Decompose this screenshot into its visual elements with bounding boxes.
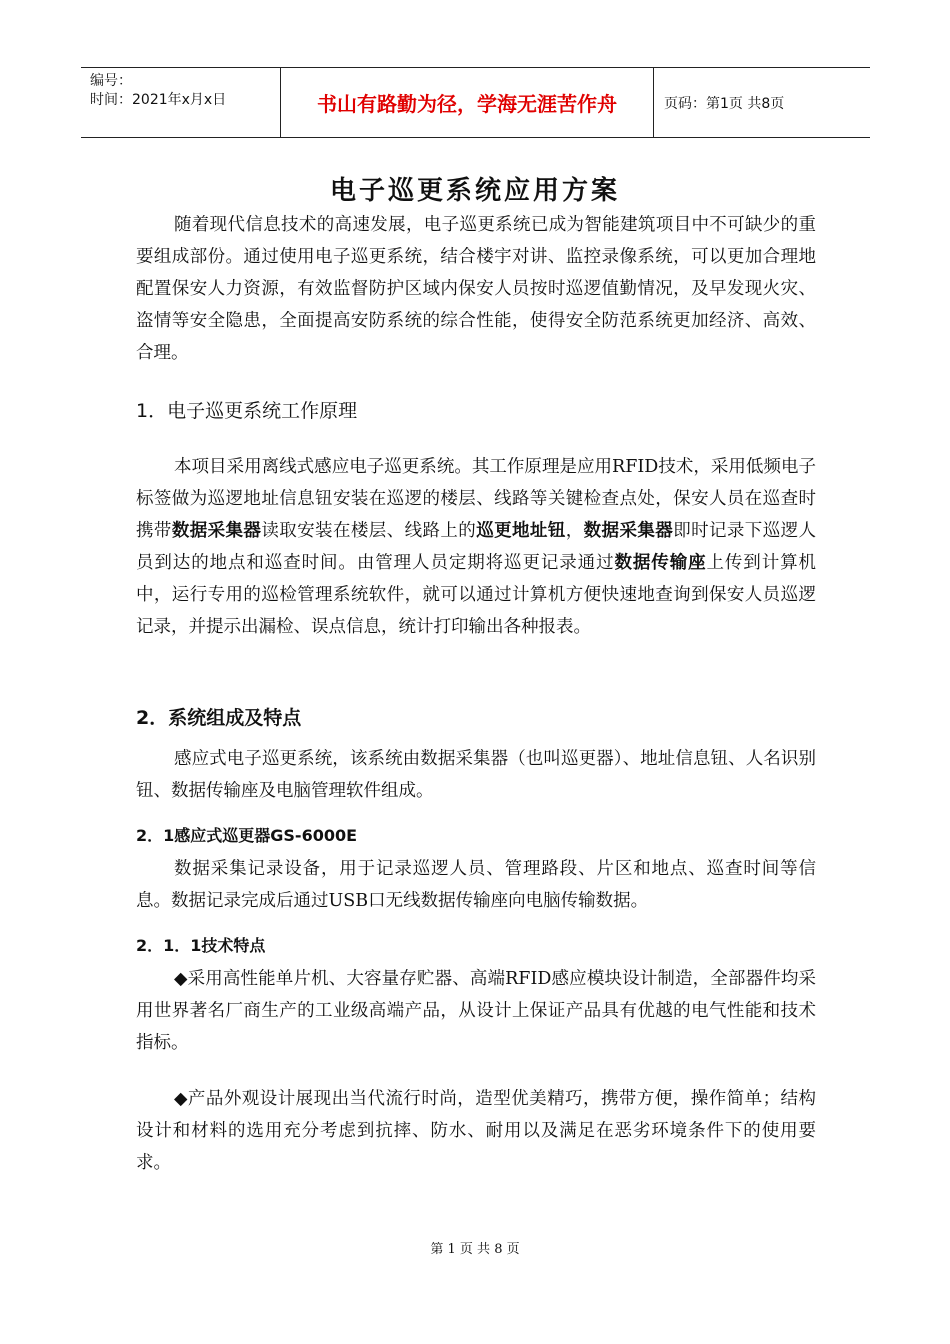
section-2-paragraph: 感应式电子巡更系统，该系统由数据采集器（也叫巡更器）、地址信息钮、人名识别钮、数据传输座及电脑管理软件组成。 — [136, 749, 816, 801]
keyword-transfer-dock: 数据传输座 — [614, 553, 707, 573]
document-time-label: 时间：2021年x月x日 — [90, 92, 227, 108]
section-2-1-1-heading: 2．1．1技术特点 — [136, 936, 266, 955]
intro-paragraph: 随着现代信息技术的高速发展，电子巡更系统已成为智能建筑项目中不可缺少的重要组成部份。通过使用电子巡更系统，结合楼宇对讲、监控录像系统，可以更加合理地配置保安人力资源，有效监督防护区域内保安人员按时巡逻值勤情况，及早发现火灾、盗情等安全隐患，全面提高安防系统的综合性能，使得安全防范系统更加经济、高效、合理。 — [136, 215, 816, 363]
section-2-1-paragraph: 数据采集记录设备，用于记录巡逻人员、管理路段、片区和地点、巡查时间等信息。数据记录完成后通过USB口无线数据传输座向电脑传输数据。 — [136, 859, 816, 911]
keyword-data-collector: 数据采集器 — [171, 521, 262, 541]
page-header — [81, 67, 870, 138]
section-1-heading: 1．电子巡更系统工作原理 — [136, 400, 358, 422]
document-title: 电子巡更系统应用方案 — [329, 176, 620, 206]
section-2-heading: 2．系统组成及特点 — [136, 707, 302, 729]
feature-bullet-2: ◆产品外观设计展现出当代流行时尚，造型优美精巧，携带方便，操作简单；结构设计和材料的选用充分考虑到抗摔、防水、耐用以及满足在恶劣环境条件下的使用要求。 — [136, 1089, 816, 1173]
page-footer: 第 1 页 共 8 页 — [430, 1242, 520, 1257]
header-meta-cell — [81, 68, 281, 137]
keyword-data-collector-2: 数据采集器 — [583, 521, 674, 541]
header-motto: 书山有路勤为径，学海无涯苦作舟 — [281, 68, 654, 137]
document-number-label: 编号： — [90, 73, 132, 89]
keyword-address-button: 巡更地址钮 — [476, 521, 566, 541]
header-page-code: 页码：第1页 共8页 — [664, 95, 785, 112]
feature-bullet-1: ◆采用高性能单片机、大容量存贮器、高端RFID感应模块设计制造，全部器件均采用世界著名厂商生产的工业级高端产品，从设计上保证产品具有优越的电气性能和技术指标。 — [136, 969, 816, 1053]
section-2-1-heading: 2．1感应式巡更器GS-6000E — [136, 826, 358, 845]
section-1-paragraph: 本项目采用离线式感应电子巡更系统。其工作原理是应用RFID技术，采用低频电子标签做为巡逻地址信息钮安装在巡逻的楼层、线路等关键检查点处，保安人员在巡查时携带数据采集器读取安装在楼层、线路上的巡更地址钮，数据采集器即时记录下巡逻人员到达的地点和巡查时间。由管理人员定期将巡更记录通过数据传输座上传到计算机中，运行专用的巡检管理系统软件，就可以通过计算机方便快速地查询到保安人员巡逻记录，并提示出漏检、误点信息，统计打印输出各种报表。 — [136, 457, 817, 637]
